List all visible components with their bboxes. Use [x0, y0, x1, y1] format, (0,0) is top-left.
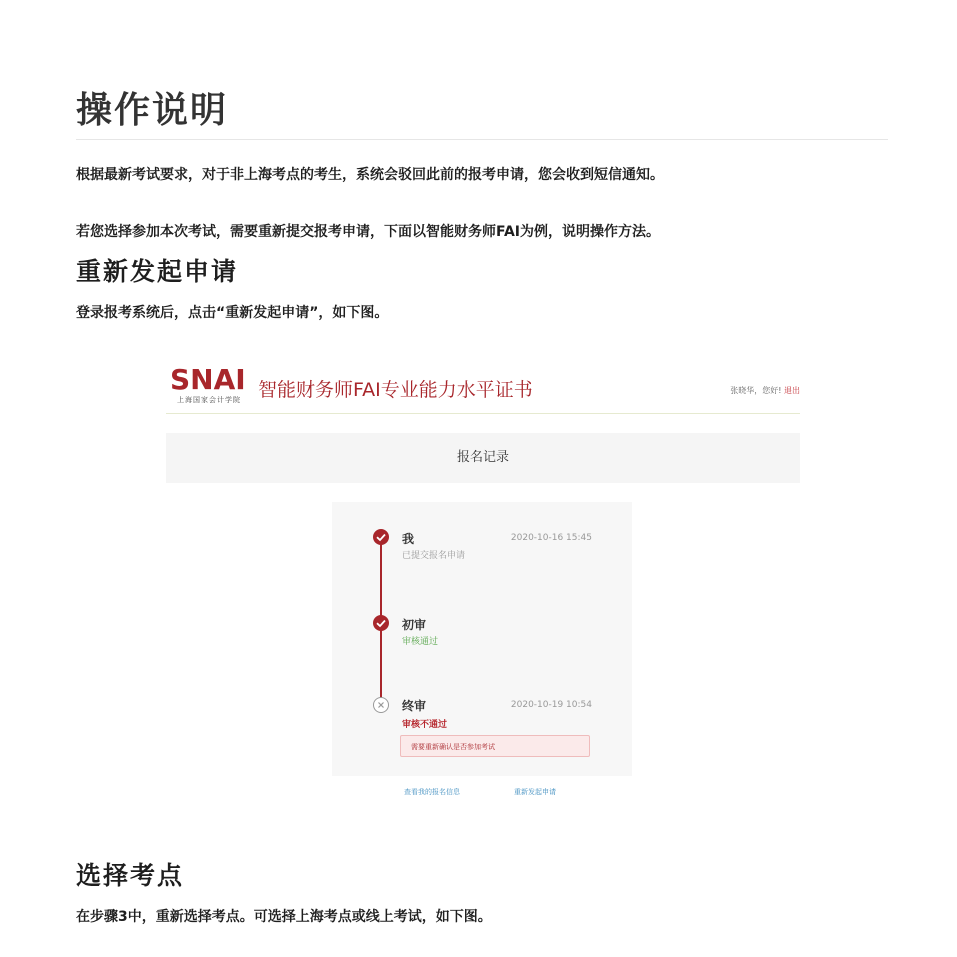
status-timeline: [332, 502, 632, 776]
timeline-step-time: 2020-10-16 15:45: [510, 533, 592, 543]
header-divider: [166, 413, 800, 414]
snai-logo: [168, 359, 248, 403]
timeline-step-time: 2020-10-19 10:54: [510, 700, 592, 710]
instruction-paragraph: 若您选择参加本次考试，需要重新提交报考申请，下面以智能财务师FAI为例，说明操作方法。: [76, 224, 660, 240]
check-circle-icon: [372, 528, 390, 546]
section-title-reapply: 重新发起申请: [76, 257, 239, 286]
timeline-step-name: 初审: [402, 618, 427, 632]
view-registration-link[interactable]: 查看我的报名信息: [404, 788, 460, 796]
page-title: 操作说明: [76, 90, 229, 131]
intro-paragraph: 根据最新考试要求，对于非上海考点的考生，系统会驳回此前的报考申请，您会收到短信通知。: [76, 167, 664, 183]
timeline-step-desc: 审核不通过: [402, 720, 448, 730]
app-title: 智能财务师FAI专业能力水平证书: [258, 379, 533, 401]
greeting-text: 张晓华，您好!: [730, 386, 782, 395]
timeline-step-desc: 审核通过: [402, 637, 439, 647]
section-title-venue: 选择考点: [76, 861, 185, 890]
title-divider: [76, 139, 888, 140]
snai-logo-mark: [168, 359, 248, 395]
section-text-venue: 在步骤3中，重新选择考点。可选择上海考点或线上考试，如下图。: [76, 909, 492, 925]
x-circle-icon: [372, 696, 390, 714]
user-greeting: [730, 385, 800, 396]
app-header: [166, 355, 800, 413]
logout-link[interactable]: 退出: [784, 386, 800, 395]
svg-text:SNAI: SNAI: [170, 363, 246, 395]
check-circle-icon: [372, 614, 390, 632]
timeline-step-desc: 已提交报名申请: [402, 551, 466, 561]
reapply-link[interactable]: 重新发起申请: [514, 788, 556, 796]
rejection-alert: 需要重新确认是否参加考试: [400, 735, 590, 757]
section-text-reapply: 登录报考系统后，点击“重新发起申请”，如下图。: [76, 305, 389, 321]
embedded-screenshot: [166, 355, 800, 805]
timeline-step-name: 终审: [402, 699, 427, 713]
records-title: 报名记录: [166, 433, 800, 483]
logo-subtitle: 上海国家会计学院: [177, 396, 241, 404]
timeline-step-name: 我: [402, 532, 415, 546]
